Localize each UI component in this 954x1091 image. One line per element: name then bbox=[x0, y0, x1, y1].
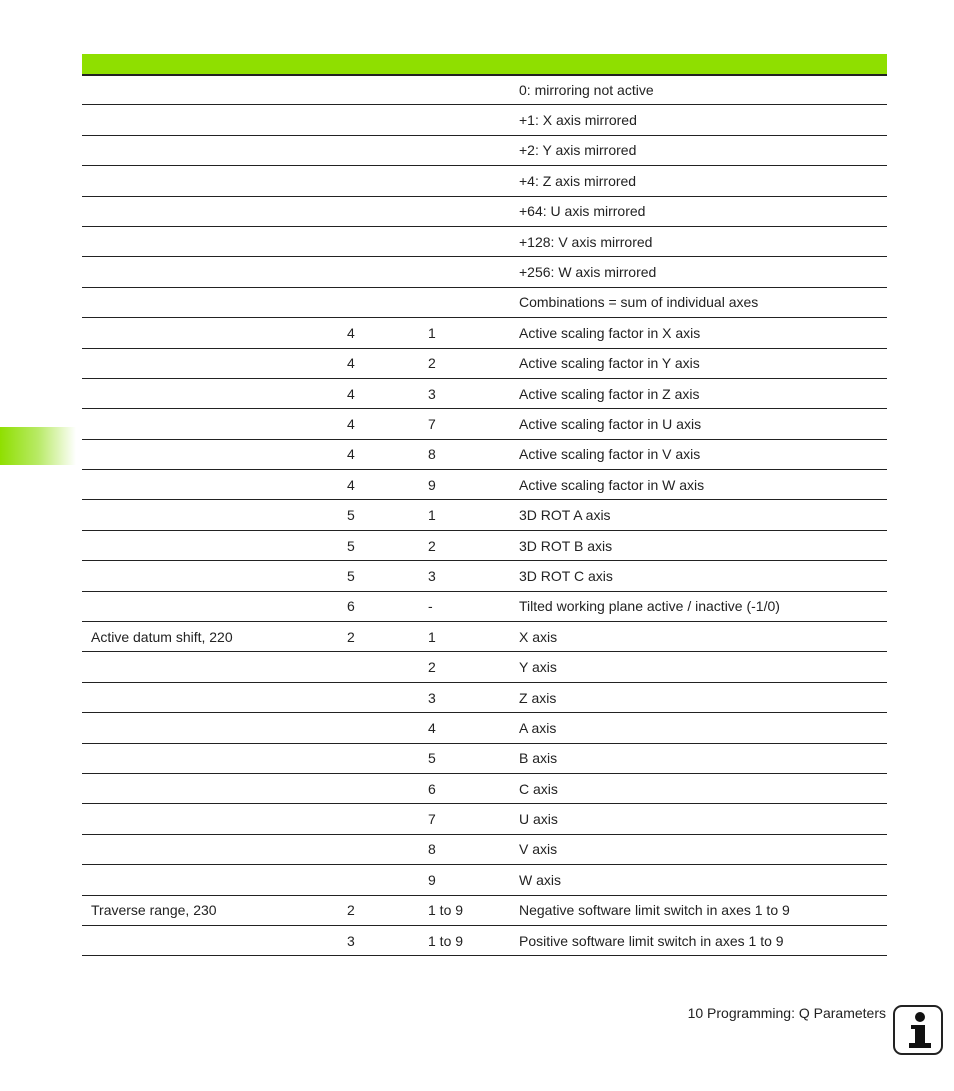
system-data-number-cell: 1 bbox=[428, 622, 519, 652]
param-name-cell bbox=[82, 530, 347, 560]
info-icon bbox=[893, 1005, 943, 1055]
system-data-number-cell: 8 bbox=[428, 834, 519, 864]
param-name-cell bbox=[82, 500, 347, 530]
param-name-cell bbox=[82, 226, 347, 256]
param-name-cell bbox=[82, 348, 347, 378]
description-cell: Active scaling factor in X axis bbox=[519, 318, 887, 348]
table-row bbox=[82, 652, 887, 682]
description-cell: U axis bbox=[519, 804, 887, 834]
param-name-cell bbox=[82, 652, 347, 682]
description-cell: +256: W axis mirrored bbox=[519, 257, 887, 287]
table-row bbox=[82, 318, 887, 348]
description-cell: Active scaling factor in Z axis bbox=[519, 378, 887, 408]
description-cell: +2: Y axis mirrored bbox=[519, 135, 887, 165]
table-row bbox=[82, 287, 887, 317]
system-data-number-cell bbox=[428, 135, 519, 165]
table-row bbox=[82, 470, 887, 500]
group-number-cell bbox=[347, 75, 428, 105]
description-cell: B axis bbox=[519, 743, 887, 773]
table-row bbox=[82, 135, 887, 165]
table-row bbox=[82, 75, 887, 105]
description-cell: Active scaling factor in V axis bbox=[519, 439, 887, 469]
table-row bbox=[82, 895, 887, 925]
system-data-number-cell: 2 bbox=[428, 348, 519, 378]
group-number-cell: 4 bbox=[347, 318, 428, 348]
description-cell: Y axis bbox=[519, 652, 887, 682]
description-cell: Active scaling factor in U axis bbox=[519, 409, 887, 439]
table-row bbox=[82, 682, 887, 712]
description-cell: 3D ROT B axis bbox=[519, 530, 887, 560]
table-header-bar bbox=[82, 54, 887, 76]
param-name-cell: Active datum shift, 220 bbox=[82, 622, 347, 652]
system-data-number-cell: 5 bbox=[428, 743, 519, 773]
param-name-cell: Traverse range, 230 bbox=[82, 895, 347, 925]
group-number-cell: 5 bbox=[347, 500, 428, 530]
system-data-number-cell: 1 bbox=[428, 318, 519, 348]
group-number-cell bbox=[347, 865, 428, 895]
table-row bbox=[82, 166, 887, 196]
param-name-cell bbox=[82, 470, 347, 500]
system-data-number-cell: 9 bbox=[428, 865, 519, 895]
group-number-cell: 4 bbox=[347, 409, 428, 439]
system-data-number-cell: 9 bbox=[428, 470, 519, 500]
system-data-number-cell bbox=[428, 226, 519, 256]
description-cell: 3D ROT A axis bbox=[519, 500, 887, 530]
param-name-cell bbox=[82, 591, 347, 621]
table-row bbox=[82, 804, 887, 834]
param-name-cell bbox=[82, 804, 347, 834]
table-row bbox=[82, 348, 887, 378]
description-cell: A axis bbox=[519, 713, 887, 743]
table-row bbox=[82, 561, 887, 591]
group-number-cell bbox=[347, 166, 428, 196]
param-name-cell bbox=[82, 135, 347, 165]
table-row bbox=[82, 591, 887, 621]
param-name-cell bbox=[82, 925, 347, 955]
group-number-cell: 6 bbox=[347, 591, 428, 621]
param-name-cell bbox=[82, 105, 347, 135]
table-row bbox=[82, 713, 887, 743]
table-row bbox=[82, 226, 887, 256]
chapter-side-tab bbox=[0, 427, 76, 465]
system-data-number-cell: 7 bbox=[428, 409, 519, 439]
system-data-number-cell bbox=[428, 257, 519, 287]
group-number-cell bbox=[347, 196, 428, 226]
table-row bbox=[82, 743, 887, 773]
group-number-cell: 4 bbox=[347, 348, 428, 378]
system-data-number-cell: 1 bbox=[428, 500, 519, 530]
group-number-cell bbox=[347, 682, 428, 712]
group-number-cell: 4 bbox=[347, 470, 428, 500]
system-data-number-cell: 1 to 9 bbox=[428, 895, 519, 925]
param-name-cell bbox=[82, 439, 347, 469]
table-row bbox=[82, 196, 887, 226]
group-number-cell: 5 bbox=[347, 561, 428, 591]
description-cell: Positive software limit switch in axes 1 to 9 bbox=[519, 925, 887, 955]
param-name-cell bbox=[82, 713, 347, 743]
description-cell: V axis bbox=[519, 834, 887, 864]
group-number-cell: 4 bbox=[347, 378, 428, 408]
chapter-footer-label: 10 Programming: Q Parameters bbox=[687, 1005, 886, 1021]
group-number-cell bbox=[347, 105, 428, 135]
parameter-table bbox=[82, 75, 887, 956]
table-row bbox=[82, 925, 887, 955]
system-data-number-cell: 2 bbox=[428, 652, 519, 682]
param-name-cell bbox=[82, 865, 347, 895]
table-row bbox=[82, 500, 887, 530]
group-number-cell: 3 bbox=[347, 925, 428, 955]
system-data-number-cell: - bbox=[428, 591, 519, 621]
param-name-cell bbox=[82, 378, 347, 408]
group-number-cell bbox=[347, 773, 428, 803]
description-cell: X axis bbox=[519, 622, 887, 652]
system-data-number-cell: 8 bbox=[428, 439, 519, 469]
system-data-number-cell bbox=[428, 166, 519, 196]
system-data-number-cell: 2 bbox=[428, 530, 519, 560]
group-number-cell: 4 bbox=[347, 439, 428, 469]
table-row bbox=[82, 834, 887, 864]
group-number-cell bbox=[347, 743, 428, 773]
description-cell: Active scaling factor in Y axis bbox=[519, 348, 887, 378]
description-cell: Z axis bbox=[519, 682, 887, 712]
table-row bbox=[82, 409, 887, 439]
system-data-number-cell bbox=[428, 196, 519, 226]
param-name-cell bbox=[82, 834, 347, 864]
description-cell: 0: mirroring not active bbox=[519, 75, 887, 105]
param-name-cell bbox=[82, 682, 347, 712]
description-cell: Tilted working plane active / inactive (-1/0) bbox=[519, 591, 887, 621]
group-number-cell bbox=[347, 135, 428, 165]
group-number-cell: 5 bbox=[347, 530, 428, 560]
group-number-cell bbox=[347, 226, 428, 256]
description-cell: Combinations = sum of individual axes bbox=[519, 287, 887, 317]
table-row bbox=[82, 439, 887, 469]
description-cell: +1: X axis mirrored bbox=[519, 105, 887, 135]
group-number-cell bbox=[347, 804, 428, 834]
description-cell: 3D ROT C axis bbox=[519, 561, 887, 591]
param-name-cell bbox=[82, 196, 347, 226]
param-name-cell bbox=[82, 409, 347, 439]
group-number-cell: 2 bbox=[347, 895, 428, 925]
description-cell: +4: Z axis mirrored bbox=[519, 166, 887, 196]
description-cell: Negative software limit switch in axes 1 to 9 bbox=[519, 895, 887, 925]
system-data-number-cell: 1 to 9 bbox=[428, 925, 519, 955]
table-row bbox=[82, 773, 887, 803]
table-row bbox=[82, 530, 887, 560]
table-row bbox=[82, 865, 887, 895]
table-row bbox=[82, 257, 887, 287]
system-data-number-cell: 3 bbox=[428, 561, 519, 591]
system-data-number-cell: 6 bbox=[428, 773, 519, 803]
table-row bbox=[82, 622, 887, 652]
system-data-number-cell: 3 bbox=[428, 378, 519, 408]
system-data-number-cell bbox=[428, 75, 519, 105]
param-name-cell bbox=[82, 75, 347, 105]
system-data-number-cell: 3 bbox=[428, 682, 519, 712]
param-name-cell bbox=[82, 773, 347, 803]
param-name-cell bbox=[82, 743, 347, 773]
description-cell: W axis bbox=[519, 865, 887, 895]
description-cell: Active scaling factor in W axis bbox=[519, 470, 887, 500]
group-number-cell bbox=[347, 652, 428, 682]
param-name-cell bbox=[82, 561, 347, 591]
group-number-cell bbox=[347, 834, 428, 864]
system-data-number-cell bbox=[428, 287, 519, 317]
table-row bbox=[82, 378, 887, 408]
system-data-number-cell bbox=[428, 105, 519, 135]
group-number-cell bbox=[347, 257, 428, 287]
param-name-cell bbox=[82, 257, 347, 287]
param-name-cell bbox=[82, 166, 347, 196]
group-number-cell: 2 bbox=[347, 622, 428, 652]
param-name-cell bbox=[82, 318, 347, 348]
group-number-cell bbox=[347, 287, 428, 317]
param-name-cell bbox=[82, 287, 347, 317]
description-cell: +64: U axis mirrored bbox=[519, 196, 887, 226]
description-cell: C axis bbox=[519, 773, 887, 803]
table-row bbox=[82, 105, 887, 135]
group-number-cell bbox=[347, 713, 428, 743]
system-data-number-cell: 7 bbox=[428, 804, 519, 834]
system-data-number-cell: 4 bbox=[428, 713, 519, 743]
description-cell: +128: V axis mirrored bbox=[519, 226, 887, 256]
